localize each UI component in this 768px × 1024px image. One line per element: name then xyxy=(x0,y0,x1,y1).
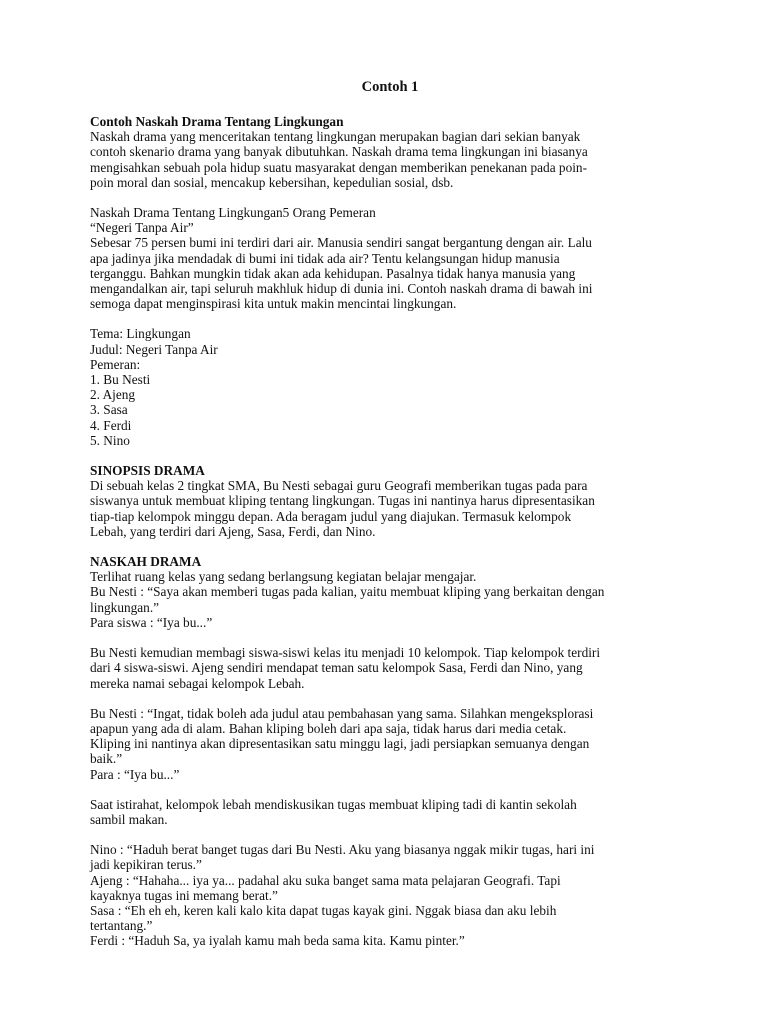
text-line: Sasa : “Eh eh eh, keren kali kalo kita dapat tugas kayak gini. Nggak biasa dan aku lebih xyxy=(90,902,557,918)
drama-info-section xyxy=(90,326,690,448)
list-item: 3. Sasa xyxy=(90,402,128,418)
text-line: dari 4 siswa-siswi. Ajeng sendiri mendapat teman satu kelompok Sasa, Ferdi dan Nino, yang xyxy=(90,660,583,676)
naskah-block xyxy=(90,706,690,782)
text-line: poin moral dan sosial, mencakup kebersihan, kepedulian sosial, dsb. xyxy=(90,174,454,190)
naskah-block xyxy=(90,842,690,948)
text-line: Ferdi : “Haduh Sa, ya iyalah kamu mah beda sama kita. Kamu pinter.” xyxy=(90,933,465,949)
drama-title-quote: “Negeri Tanpa Air” xyxy=(90,220,194,236)
text-line: tiap-tiap kelompok minggu depan. Ada beragam judul yang diajukan. Termasuk kelompok xyxy=(90,508,572,524)
naskah-block xyxy=(90,645,690,691)
pemeran-label: Pemeran: xyxy=(90,356,141,372)
paragraph-gap xyxy=(90,630,690,645)
text-line: terganggu. Bahkan mungkin tidak akan ada kehidupan. Pasalnya tidak hanya manusia yang xyxy=(90,265,576,281)
text-line: mengisahkan sebuah pola hidup suatu masyarakat dengan memberikan penekanan pada poin- xyxy=(90,159,587,175)
text-line: siswanya untuk membuat kliping tentang lingkungan. Tugas ini nantinya harus dipresentasikan xyxy=(90,493,595,509)
text-line: lingkungan.” xyxy=(90,599,160,615)
text-line: Naskah drama yang menceritakan tentang lingkungan merupakan bagian dari sekian banyak xyxy=(90,129,581,145)
naskah-heading: NASKAH DRAMA xyxy=(90,554,202,570)
paragraph-gap xyxy=(90,782,690,797)
page-title: Contoh 1 xyxy=(361,79,419,95)
text-line: Terlihat ruang kelas yang sedang berlangsung kegiatan belajar mengajar. xyxy=(90,569,477,585)
text-line: Bu Nesti kemudian membagi siswa-siswi kelas itu menjadi 10 kelompok. Tiap kelompok terdiri xyxy=(90,645,601,661)
text-line: Bu Nesti : “Ingat, tidak boleh ada judul atau pembahasan yang sama. Silahkan mengeksplorasi xyxy=(90,705,594,721)
text-line: Ajeng : “Hahaha... iya ya... padahal aku suka banget sama mata pelajaran Geografi. Tapi xyxy=(90,872,561,888)
paragraph-gap xyxy=(90,311,690,326)
judul-line: Judul: Negeri Tanpa Air xyxy=(90,341,218,357)
paragraph-gap xyxy=(90,691,690,706)
text-line: apa jadinya jika mendadak di bumi ini tidak ada air? Tentu kelangsungan hidup manusia xyxy=(90,250,560,266)
text-line: Lebah, yang terdiri dari Ajeng, Sasa, Ferdi, dan Nino. xyxy=(90,523,376,539)
text-line: Para siswa : “Iya bu...” xyxy=(90,614,213,630)
text-line: tertantang.” xyxy=(90,918,153,934)
text-line: Sebesar 75 persen bumi ini terdiri dari air. Manusia sendiri sangat bergantung dengan air. Lalu xyxy=(90,235,592,251)
naskah-block xyxy=(90,569,690,630)
sinopsis-heading: SINOPSIS DRAMA xyxy=(90,463,205,479)
list-item: 1. Bu Nesti xyxy=(90,372,151,388)
list-item: 4. Ferdi xyxy=(90,417,132,433)
drama-subtitle: Naskah Drama Tentang Lingkungan5 Orang Pemeran xyxy=(90,205,376,221)
document-page xyxy=(90,78,690,949)
paragraph-gap xyxy=(90,190,690,205)
intro-heading: Contoh Naskah Drama Tentang Lingkungan xyxy=(90,114,344,129)
text-line: jadi kepikiran terus.” xyxy=(90,857,202,873)
paragraph-gap xyxy=(90,827,690,842)
text-line: Bu Nesti : “Saya akan memberi tugas pada kalian, yaitu membuat kliping yang berkaitan dengan xyxy=(90,584,605,600)
naskah-section xyxy=(90,554,690,948)
intro-section xyxy=(90,114,690,190)
paragraph-gap xyxy=(90,448,690,463)
text-line: Kliping ini nantinya akan dipresentasikan satu minggu lagi, jadi persiapkan semuanya dengan xyxy=(90,736,590,752)
text-line: kayaknya tugas ini memang berat.” xyxy=(90,887,278,903)
tema-line: Tema: Lingkungan xyxy=(90,326,191,342)
text-line: baik.” xyxy=(90,751,123,767)
text-line: Nino : “Haduh berat banget tugas dari Bu Nesti. Aku yang biasanya nggak mikir tugas, hari ini xyxy=(90,842,595,858)
pemeran-list xyxy=(90,372,690,448)
list-item: 2. Ajeng xyxy=(90,387,136,403)
text-line: semoga dapat menginspirasi kita untuk makin mencintai lingkungan. xyxy=(90,296,457,312)
text-line: apapun yang ada di alam. Bahan kliping boleh dari apa saja, tidak harus dari media cetak. xyxy=(90,720,567,736)
text-line: mengandalkan air, tapi seluruh makhluk hidup di dunia ini. Contoh naskah drama di bawah ini xyxy=(90,281,593,297)
drama-intro-section xyxy=(90,205,690,311)
text-line: Di sebuah kelas 2 tingkat SMA, Bu Nesti sebagai guru Geografi memberikan tugas pada para xyxy=(90,478,588,494)
text-line: Para : “Iya bu...” xyxy=(90,766,180,782)
text-line: Saat istirahat, kelompok lebah mendiskusikan tugas membuat kliping tadi di kantin sekolah xyxy=(90,796,577,812)
list-item: 5. Nino xyxy=(90,432,130,448)
sinopsis-section xyxy=(90,463,690,539)
paragraph-gap xyxy=(90,539,690,554)
naskah-block xyxy=(90,797,690,827)
text-line: mereka namai sebagai kelompok Lebah. xyxy=(90,675,305,691)
text-line: contoh skenario drama yang banyak dibutuhkan. Naskah drama tema lingkungan ini biasanya xyxy=(90,144,588,160)
text-line: sambil makan. xyxy=(90,811,168,827)
